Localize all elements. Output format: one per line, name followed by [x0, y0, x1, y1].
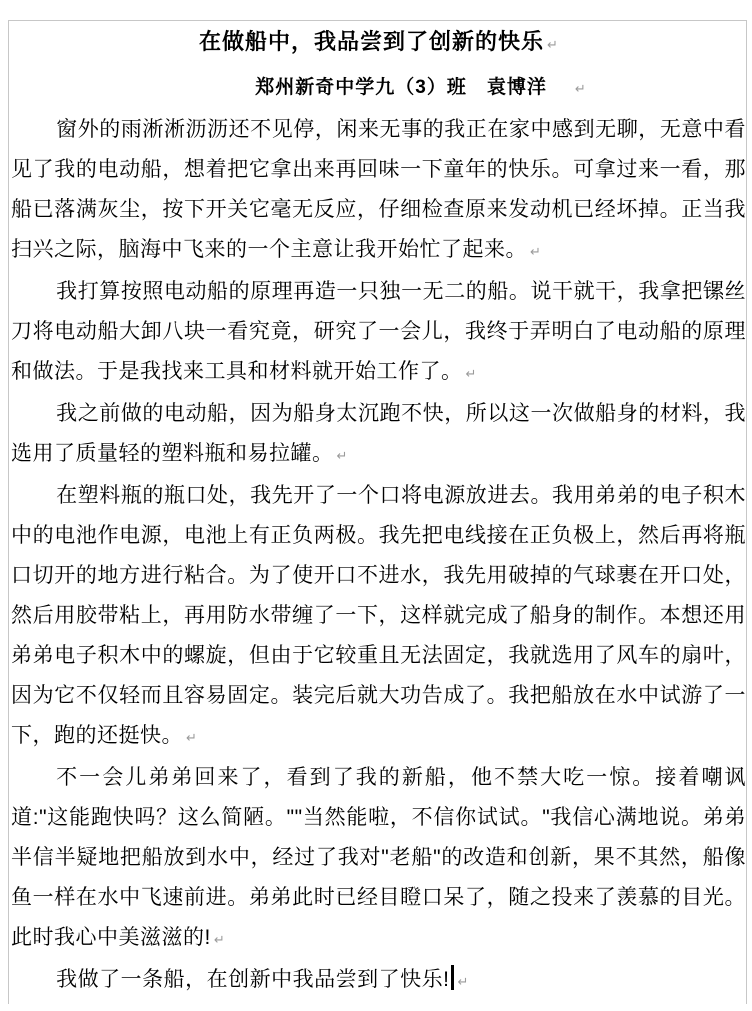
paragraph-mark-icon: ↵ — [457, 974, 469, 989]
essay-byline: 郑州新奇中学九（3）班 袁博洋 — [255, 77, 547, 98]
paragraph-mark-icon: ↵ — [574, 81, 586, 96]
essay-title-line[interactable] — [11, 20, 746, 67]
essay-paragraph[interactable] — [11, 394, 746, 476]
paragraph-text: 我打算按照电动船的原理再造一只独一无二的船。说干就干，我拿把镙丝刀将电动船大卸八块一看究竟，研究了一会儿，我终于弄明白了电动船的原理和做法。于是我找来工具和材料就开始工作了。 — [11, 280, 746, 383]
paragraph-text: 我之前做的电动船，因为船身太沉跑不快，所以这一次做船身的材料，我选用了质量轻的塑料瓶和易拉罐。 — [11, 402, 746, 465]
paragraph-text: 我做了一条船，在创新中我品尝到了快乐! — [56, 968, 450, 991]
essay-paragraph[interactable] — [11, 272, 746, 394]
editable-document-area[interactable] — [11, 20, 746, 1002]
paragraph-mark-icon: ↵ — [465, 366, 477, 381]
paragraph-mark-icon: ↵ — [186, 730, 197, 745]
paragraph-text: 窗外的雨淅淅沥沥还不见停，闲来无事的我正在家中感到无聊，无意中看见了我的电动船，想着把它拿出来再回味一下童年的快乐。可拿过来一看，那船已落满灰尘，按下开关它毫无反应，仔细检查原来发动机已经坏掉。正当我扫兴之际，脑海中飞来的一个主意让我开始忙了起来。 — [11, 118, 746, 261]
text-cursor — [451, 965, 454, 990]
essay-title: 在做船中，我品尝到了创新的快乐 — [199, 29, 545, 54]
essay-paragraph[interactable] — [11, 960, 746, 1002]
essay-paragraph[interactable] — [11, 476, 746, 758]
essay-paragraph[interactable] — [11, 110, 746, 272]
paragraph-text: 不一会儿弟弟回来了，看到了我的新船，他不禁大吃一惊。接着嘲讽道:"这能跑快吗？这么简陋。""当然能啦，不信你试试。"我信心满地说。弟弟半信半疑地把船放到水中，经过了我对"老船"的改造和创新，果不其然，船像鱼一样在水中飞速前进。弟弟此时已经目瞪口呆了，随之投来了羡慕的目光。此时我心中美滋滋的! — [11, 766, 746, 949]
paragraph-mark-icon: ↵ — [530, 244, 541, 259]
paragraph-text: 在塑料瓶的瓶口处，我先开了一个口将电源放进去。我用弟弟的电子积木中的电池作电源，电池上有正负两极。我先把电线接在正负极上，然后再将瓶口切开的地方进行粘合。为了使开口不进水，我先用破掉的气球裹在开口处，然后用胶带粘上，再用防水带缠了一下，这样就完成了船身的制作。本想还用弟弟电子积木中的螺旋，但由于它较重且无法固定，我就选用了风车的扇叶，因为它不仅轻而且容易固定。装完后就大功告成了。我把船放在水中试游了一下，跑的还挺快。 — [11, 484, 746, 747]
essay-byline-line[interactable] — [11, 67, 746, 110]
paragraph-mark-icon: ↵ — [213, 932, 225, 947]
paragraph-mark-icon: ↵ — [336, 448, 348, 463]
essay-paragraph[interactable] — [11, 758, 746, 960]
paragraph-mark-icon: ↵ — [547, 37, 558, 52]
